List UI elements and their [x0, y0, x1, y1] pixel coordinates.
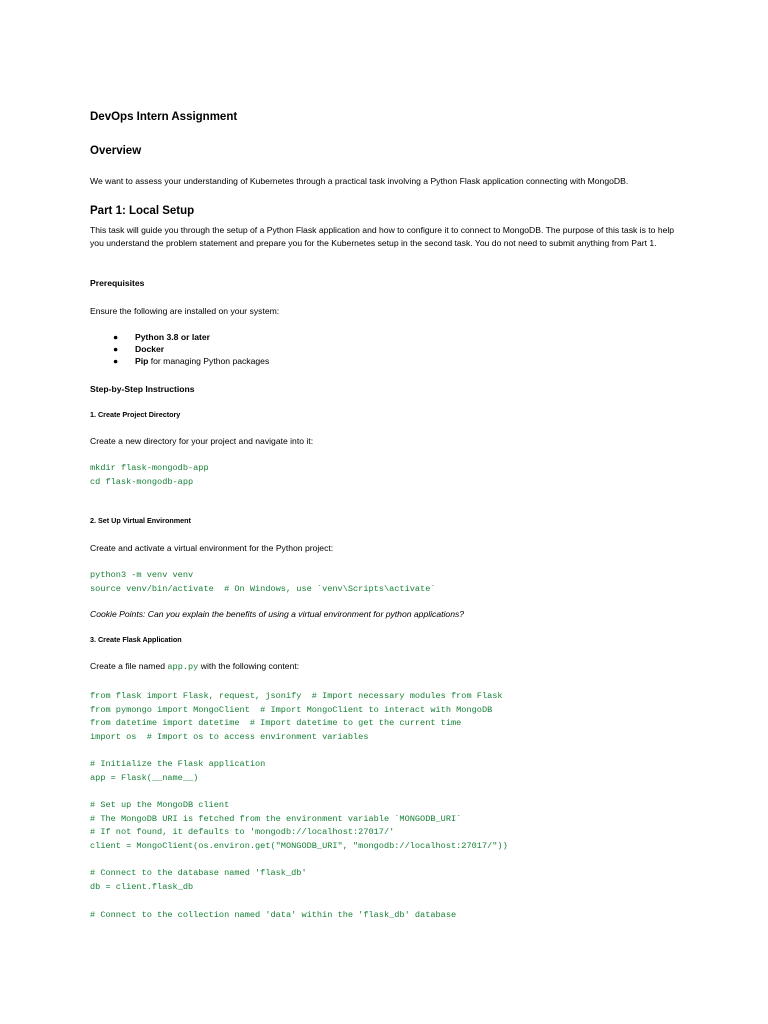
overview-text: We want to assess your understanding of Kubernetes through a practical task involving a Python Flask application connecting with MongoDB.: [90, 176, 629, 186]
code-mongo-client: # Set up the MongoDB client # The MongoDB URI is fetched from the environment variable `MONGODB_URI` # If not found, it defaults to 'mongodb://localhost:27017/' client = MongoClient(os.environ.get("MONGODB_URI", "mongodb://localhost:27017/")): [90, 800, 508, 851]
prereq-note: for managing Python packages: [148, 356, 270, 366]
code-app-init: # Initialize the Flask application app = Flask(__name__): [90, 759, 266, 783]
code-imports: from flask import Flask, request, jsonify # Import necessary modules from Flask from pymongo import MongoClient # Import MongoClient to interact with MongoDB from datetime import datetime # Import datetime to get the current time import os # Import os to access environment variables: [90, 691, 503, 742]
step1-heading: 1. Create Project Directory: [90, 410, 181, 419]
bullet-icon: ●: [113, 344, 119, 354]
filename: app.py: [167, 662, 199, 672]
prereq-name: Docker: [135, 344, 165, 354]
bullet-icon: ●: [113, 356, 119, 366]
step3-heading: 3. Create Flask Application: [90, 635, 182, 644]
step2-text: Create and activate a virtual environment for the Python project:: [90, 543, 334, 553]
step2-code: python3 -m venv venv source venv/bin/activate # On Windows, use `venv\Scripts\activate`: [90, 570, 436, 594]
step2-heading: 2. Set Up Virtual Environment: [90, 516, 191, 525]
list-item: [110, 343, 269, 355]
document-title: DevOps Intern Assignment: [90, 111, 238, 123]
prerequisites-list: [110, 331, 269, 367]
code-collection: # Connect to the collection named 'data' within the 'flask_db' database: [90, 910, 457, 920]
prerequisites-heading: Prerequisites: [90, 278, 145, 288]
prereq-name: Pip: [135, 356, 149, 366]
instructions-heading: Step-by-Step Instructions: [90, 384, 195, 394]
step3-text-before: Create a file named: [90, 661, 168, 671]
prereq-name: Python 3.8 or later: [135, 332, 210, 342]
part1-intro: This task will guide you through the setup of a Python Flask application and how to configure it to connect to MongoDB. The purpose of this task is to help you understand the problem statement and prepare you for the Kubernetes setup in the second task. You do not need to submit anything from Part 1.: [90, 225, 675, 248]
overview-heading: Overview: [90, 145, 142, 157]
step1-code: mkdir flask-mongodb-app cd flask-mongodb-app: [90, 463, 209, 487]
step3-text-after: with the following content:: [198, 661, 300, 671]
code-database: # Connect to the database named 'flask_db' db = client.flask_db: [90, 868, 307, 892]
cookie-points: Cookie Points: Can you explain the benefits of using a virtual environment for python applications?: [90, 609, 465, 619]
list-item: [110, 355, 269, 367]
list-item: [110, 331, 269, 343]
prerequisites-intro: Ensure the following are installed on your system:: [90, 306, 280, 316]
step1-text: Create a new directory for your project and navigate into it:: [90, 436, 314, 446]
step3-text: [90, 660, 299, 674]
bullet-icon: ●: [113, 332, 119, 342]
part1-heading: Part 1: Local Setup: [90, 205, 195, 217]
